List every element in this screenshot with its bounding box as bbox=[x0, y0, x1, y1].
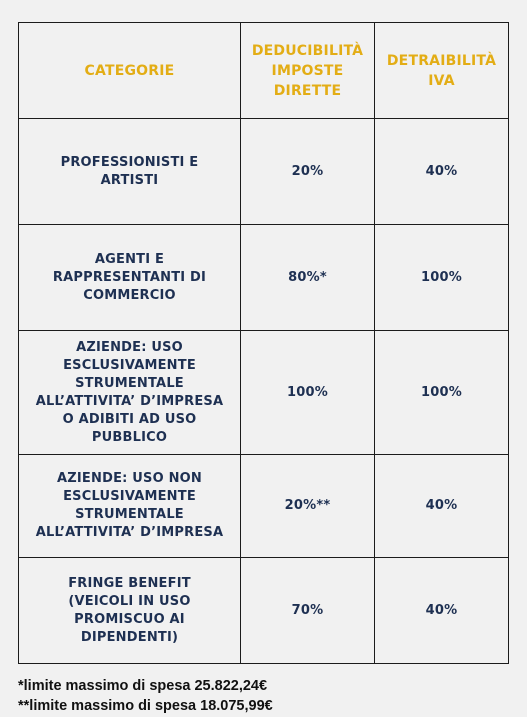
row-deducibilita: 20%** bbox=[241, 455, 375, 558]
row-deducibilita: 20% bbox=[241, 119, 375, 225]
row-detraibilita: 100% bbox=[375, 225, 509, 331]
header-detraibilita: DETRAIBILITÀ IVA bbox=[375, 23, 509, 119]
row-detraibilita: 40% bbox=[375, 455, 509, 558]
row-deducibilita: 80%* bbox=[241, 225, 375, 331]
table-header-row bbox=[19, 23, 509, 119]
deductibility-table bbox=[18, 22, 509, 664]
row-category: FRINGE BENEFIT (VEICOLI IN USO PROMISCUO AI DIPENDENTI) bbox=[19, 558, 241, 664]
table-row bbox=[19, 558, 509, 664]
row-category: PROFESSIONISTI E ARTISTI bbox=[19, 119, 241, 225]
row-detraibilita: 40% bbox=[375, 558, 509, 664]
row-category: AGENTI E RAPPRESENTANTI DI COMMERCIO bbox=[19, 225, 241, 331]
row-category: AZIENDE: USO NON ESCLUSIVAMENTE STRUMENTALE ALL’ATTIVITA’ D’IMPRESA bbox=[19, 455, 241, 558]
footnote-1: *limite massimo di spesa 25.822,24€ bbox=[18, 678, 268, 694]
header-deducibilita: DEDUCIBILITÀ IMPOSTE DIRETTE bbox=[241, 23, 375, 119]
header-categorie: CATEGORIE bbox=[19, 23, 241, 119]
row-deducibilita: 70% bbox=[241, 558, 375, 664]
footnote-2: **limite massimo di spesa 18.075,99€ bbox=[18, 698, 273, 714]
table-row bbox=[19, 225, 509, 331]
table-row bbox=[19, 331, 509, 455]
table-row bbox=[19, 455, 509, 558]
row-deducibilita: 100% bbox=[241, 331, 375, 455]
row-category: AZIENDE: USO ESCLUSIVAMENTE STRUMENTALE ALL’ATTIVITA’ D’IMPRESA O ADIBITI AD USO PUBBLICO bbox=[19, 331, 241, 455]
row-detraibilita: 40% bbox=[375, 119, 509, 225]
row-detraibilita: 100% bbox=[375, 331, 509, 455]
table-row bbox=[19, 119, 509, 225]
footnotes bbox=[18, 676, 273, 716]
